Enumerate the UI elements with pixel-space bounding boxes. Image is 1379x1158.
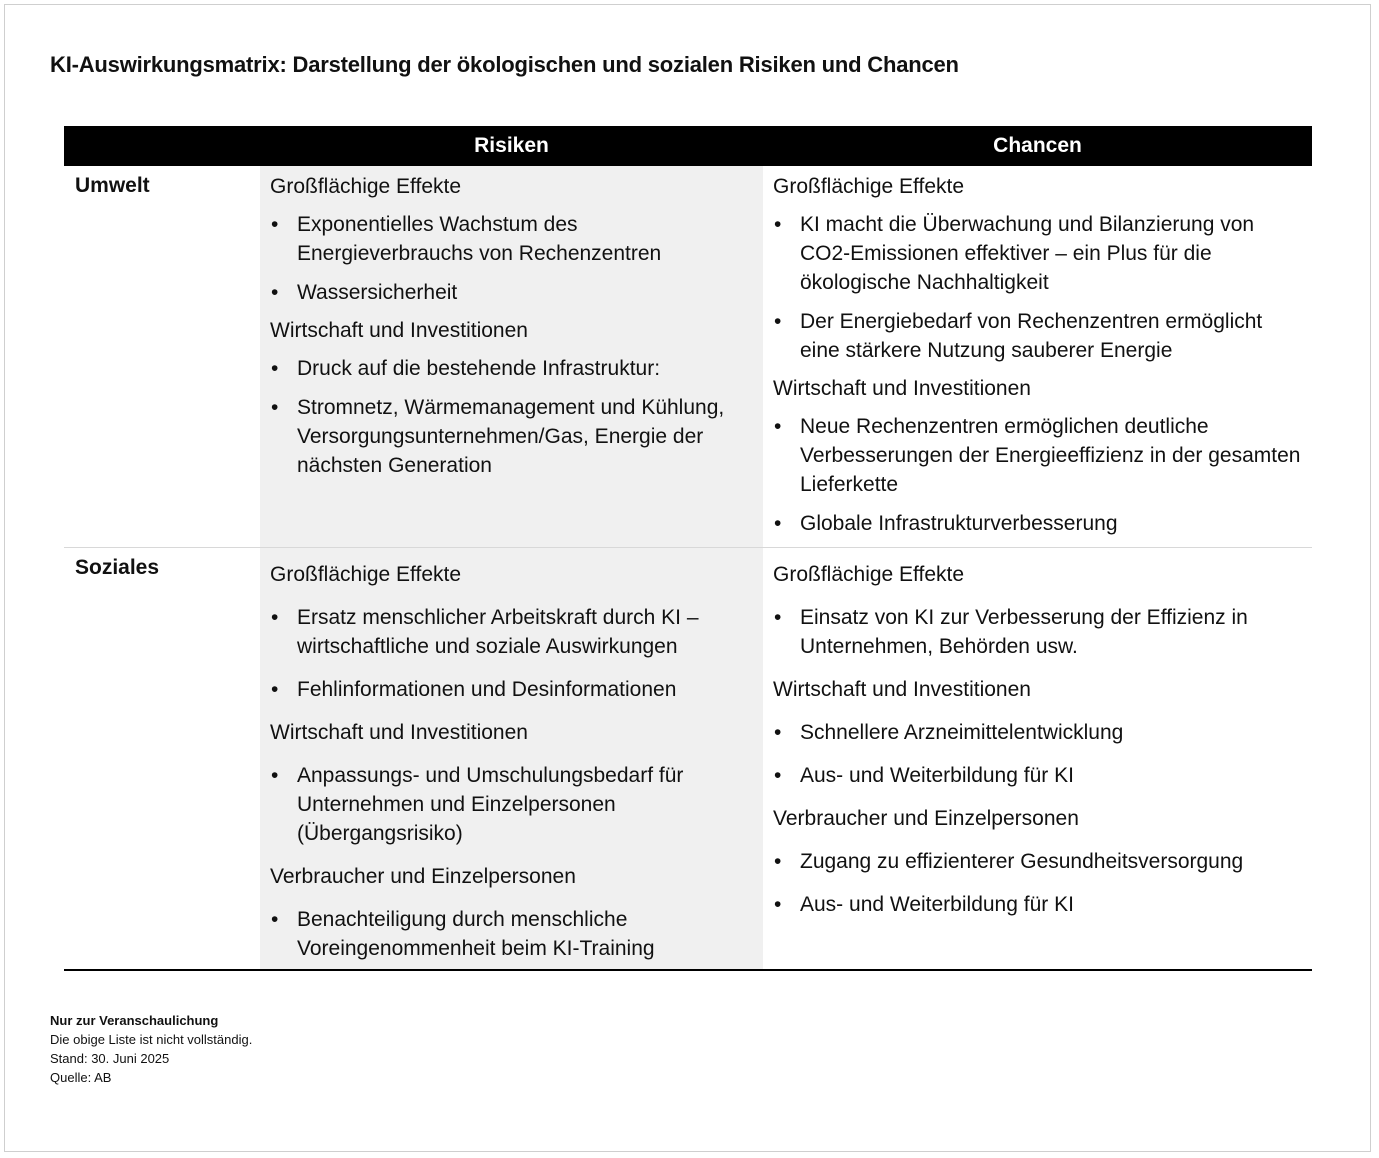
group-title: Großflächige Effekte [773, 175, 965, 198]
list-item: • Exponentielles Wachstum des Energieverbrauchs von Rechenzentren [270, 210, 753, 268]
bullet-list [773, 210, 1302, 365]
header-opportunities: Chancen [993, 134, 1082, 157]
list-item: • Schnellere Arzneimittelentwicklung [773, 718, 1302, 747]
bullet-list [270, 761, 753, 848]
social-risks-cell [260, 548, 763, 969]
list-item: • Aus- und Weiterbildung für KI [773, 890, 1302, 919]
footnote-line: Die obige Liste ist nicht vollständig. [50, 1032, 253, 1047]
list-item: • Zugang zu effizienterer Gesundheitsversorgung [773, 847, 1302, 876]
bullet-list [270, 603, 753, 704]
bullet-list [270, 905, 753, 963]
group-title: Wirtschaft und Investitionen [773, 377, 1031, 400]
row-label-social: Soziales [75, 556, 160, 579]
group-title: Verbraucher und Einzelpersonen [773, 807, 1079, 830]
environment-opportunities-cell [763, 166, 1312, 547]
header-risks: Risiken [474, 134, 549, 157]
footnotes [50, 1011, 252, 1087]
list-item: • Ersatz menschlicher Arbeitskraft durch KI – wirtschaftliche und soziale Auswirkungen [270, 603, 753, 661]
bullet-list [773, 718, 1302, 790]
social-opportunities-cell [763, 548, 1312, 969]
page-title: KI-Auswirkungsmatrix: Darstellung der ökologischen und sozialen Risiken und Chancen [50, 52, 959, 77]
row-label-environment: Umwelt [75, 174, 150, 197]
list-item: • Benachteiligung durch menschliche Voreingenommenheit beim KI-Training [270, 905, 753, 963]
list-item: • Der Energiebedarf von Rechenzentren ermöglicht eine stärkere Nutzung sauberer Energie [773, 307, 1302, 365]
bullet-list [773, 603, 1302, 661]
environment-risks-cell [260, 166, 763, 547]
list-item: • Druck auf die bestehende Infrastruktur: [270, 354, 753, 383]
matrix-row-social [64, 548, 1312, 971]
list-item: • Aus- und Weiterbildung für KI [773, 761, 1302, 790]
matrix-header-row [64, 126, 1312, 166]
list-item: • Anpassungs- und Umschulungsbedarf für Unternehmen und Einzelpersonen (Übergangsrisiko) [270, 761, 753, 848]
list-item: • Globale Infrastrukturverbesserung [773, 509, 1302, 538]
impact-matrix [64, 126, 1312, 971]
footnote-source: Quelle: AB [50, 1070, 112, 1085]
header-empty-cell [64, 126, 260, 166]
list-item: • Fehlinformationen und Desinformationen [270, 675, 753, 704]
matrix-row-environment [64, 166, 1312, 548]
group-title: Wirtschaft und Investitionen [773, 678, 1031, 701]
footnote-date: Stand: 30. Juni 2025 [50, 1051, 170, 1066]
list-item: • KI macht die Überwachung und Bilanzierung von CO2-Emissionen effektiver – ein Plus für die ökologische Nachhaltigkeit [773, 210, 1302, 297]
list-item: • Einsatz von KI zur Verbesserung der Effizienz in Unternehmen, Behörden usw. [773, 603, 1302, 661]
list-item: • Neue Rechenzentren ermöglichen deutliche Verbesserungen der Energieeffizienz in der gesamten Lieferkette [773, 412, 1302, 499]
bullet-list [773, 847, 1302, 919]
group-title: Großflächige Effekte [270, 563, 462, 586]
list-item: • Wassersicherheit [270, 278, 753, 307]
group-title: Großflächige Effekte [270, 175, 462, 198]
bullet-list [270, 210, 753, 307]
group-title: Wirtschaft und Investitionen [270, 319, 528, 342]
bullet-list [773, 412, 1302, 538]
bullet-list [270, 354, 753, 480]
list-item: • Stromnetz, Wärmemanagement und Kühlung, Versorgungsunternehmen/Gas, Energie der nächsten Generation [270, 393, 753, 480]
group-title: Großflächige Effekte [773, 563, 965, 586]
footnote-heading: Nur zur Veranschaulichung [50, 1013, 219, 1028]
group-title: Verbraucher und Einzelpersonen [270, 865, 576, 888]
group-title: Wirtschaft und Investitionen [270, 721, 528, 744]
